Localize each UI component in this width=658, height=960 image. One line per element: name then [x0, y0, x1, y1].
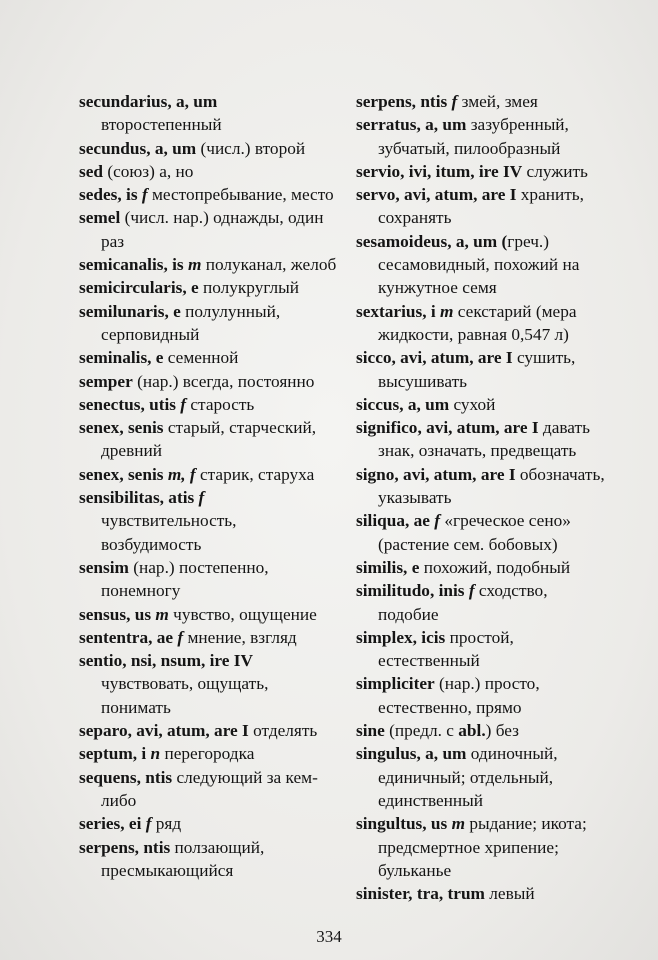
- entry-definition: (числ.) второй: [196, 138, 306, 158]
- dictionary-entry: [79, 346, 341, 369]
- entry-headword: sedes, is: [79, 185, 138, 205]
- entry-headword: secundarius, a, um: [79, 92, 218, 111]
- dictionary-entry: [79, 160, 341, 183]
- entry-definition: ряд: [151, 814, 182, 834]
- entry-definition: (нар.) просто, естественно, прямо: [378, 674, 540, 717]
- entry-definition: старость: [186, 394, 255, 414]
- entry-definition: (нар.) всегда, постоянно: [132, 371, 315, 391]
- dictionary-entry: [356, 882, 608, 905]
- entry-headword: similis, e: [356, 557, 420, 577]
- dictionary-entry: [356, 113, 608, 160]
- entry-headword: serpens, ntis: [79, 837, 171, 857]
- right-column: [356, 90, 608, 905]
- entry-headword: secundus, a, um: [79, 138, 197, 158]
- entry-headword: sensibilitas, atis: [79, 488, 195, 508]
- entry-headword: sesamoideus, a, um (: [356, 231, 508, 251]
- entry-definition: (числ. нар.) однажды, один раз: [101, 208, 324, 251]
- entry-headword: singulus, a, um: [356, 744, 467, 764]
- dictionary-entry: [356, 672, 608, 719]
- entry-headword: servio, ivi, itum, ire IV: [356, 161, 523, 181]
- entry-headword: singultus, us: [356, 814, 448, 834]
- entry-definition: давать знак, означать, предвещать: [378, 418, 590, 461]
- entry-definition: сухой: [449, 394, 496, 414]
- entry-headword: semicircularis, e: [79, 278, 199, 298]
- entry-headword: sententra, ae: [79, 627, 174, 647]
- dictionary-entry: [79, 719, 341, 742]
- entry-headword: sequens, ntis: [79, 767, 173, 787]
- dictionary-entry: [79, 183, 341, 206]
- entry-gender: m: [151, 604, 169, 624]
- dictionary-entry: [79, 416, 341, 463]
- entry-definition: полукруглый: [198, 278, 300, 298]
- dictionary-entry: [79, 370, 341, 393]
- entry-gender: m, f: [163, 464, 196, 484]
- entry-headword: series, ei: [79, 814, 142, 834]
- dictionary-entry: [356, 393, 608, 416]
- entry-definition: следующий за кем-либо: [101, 767, 318, 810]
- dictionary-entry: [356, 812, 608, 882]
- entry-headword: sensus, us: [79, 604, 152, 624]
- entry-definition: чувствительность, возбудимость: [101, 511, 237, 554]
- dictionary-entry: [79, 393, 341, 416]
- dictionary-entry: [356, 556, 608, 579]
- dictionary-entry: [356, 579, 608, 626]
- dictionary-entry: [79, 836, 341, 883]
- entry-definition: простой, естественный: [378, 627, 514, 671]
- entry-headword: semicanalis, is: [79, 255, 184, 275]
- entry-definition: рыдание; икота; предсмертное хрипение; бульканье: [378, 814, 587, 880]
- dictionary-entry: [79, 766, 341, 813]
- dictionary-entry: [79, 742, 341, 765]
- entry-definition: «греческое сено» (растение сем. бобовых): [378, 511, 571, 554]
- entry-gender: f: [464, 581, 475, 601]
- entry-headword: sicco, avi, atum, are I: [356, 348, 513, 368]
- dictionary-entry: [356, 742, 608, 812]
- entry-headword: similitudo, inis: [356, 581, 465, 601]
- dictionary-entry: [79, 463, 341, 486]
- dictionary-entry: [356, 90, 608, 113]
- dictionary-entry: [79, 253, 341, 276]
- dictionary-entry: [356, 463, 608, 510]
- entry-definition: (предл. с abl.) без: [384, 721, 520, 741]
- entry-gender: f: [429, 511, 441, 531]
- dictionary-entry: [356, 160, 608, 183]
- entry-headword: senex, senis: [79, 464, 164, 484]
- left-column: [79, 90, 341, 882]
- entry-headword: sinister, tra, trum: [356, 884, 485, 904]
- entry-definition: (союз) а, но: [103, 161, 194, 181]
- dictionary-entry: [79, 137, 341, 160]
- dictionary-entry: [356, 416, 608, 463]
- entry-definition: чувство, ощущение: [168, 604, 317, 624]
- entry-headword: separo, avi, atum, are I: [79, 721, 249, 741]
- dictionary-entry: [356, 346, 608, 393]
- entry-definition: похожий, подобный: [419, 557, 571, 577]
- entry-gender: m: [435, 301, 454, 321]
- entry-gender: m: [447, 814, 466, 834]
- entry-definition: сходство, подобие: [378, 581, 548, 624]
- dictionary-entry: [356, 719, 608, 742]
- entry-headword: semilunaris, e: [79, 301, 181, 321]
- entry-definition: сушить, высушивать: [378, 348, 576, 391]
- entry-gender: f: [175, 394, 187, 414]
- page-number: 334: [316, 927, 342, 946]
- entry-headword: siliqua, ae: [356, 511, 430, 531]
- dictionary-entry: [79, 206, 341, 253]
- entry-headword: servo, avi, atum, are I: [356, 185, 517, 205]
- entry-gender: f: [447, 92, 458, 111]
- entry-headword: siccus, a, um: [356, 394, 450, 414]
- entry-gender: f: [194, 488, 205, 508]
- entry-headword: senectus, utis: [79, 394, 176, 414]
- dictionary-entry: [356, 230, 608, 300]
- entry-gender: m: [183, 255, 202, 275]
- entry-headword: sextarius, i: [356, 301, 436, 321]
- entry-definition: обозначать, указывать: [378, 464, 605, 508]
- entry-definition: хранить, сохранять: [378, 185, 584, 228]
- entry-definition: полуканал, желоб: [201, 255, 337, 275]
- entry-headword: significo, avi, atum, are I: [356, 418, 539, 438]
- dictionary-entry: [79, 486, 341, 556]
- entry-headword: senex, senis: [79, 418, 164, 438]
- entry-headword: sed: [79, 161, 104, 181]
- entry-definition: левый: [484, 884, 535, 904]
- dictionary-entry: [79, 276, 341, 299]
- entry-definition: секстарий (мера жидкости, равная 0,547 л): [378, 301, 577, 344]
- entry-definition: зазубренный, зубчатый, пилообразный: [378, 115, 569, 158]
- entry-definition: местопребывание, место: [147, 185, 334, 205]
- entry-headword: semper: [79, 371, 133, 391]
- entry-gender: n: [146, 744, 161, 764]
- entry-headword: serpens, ntis: [356, 92, 448, 111]
- dictionary-entry: [356, 626, 608, 673]
- entry-definition: второстепенный: [101, 115, 222, 135]
- entry-headword: serratus, a, um: [356, 115, 467, 135]
- dictionary-entry: [79, 90, 341, 137]
- entry-headword: sensim: [79, 557, 129, 577]
- dictionary-entry: [79, 300, 341, 347]
- dictionary-entry: [79, 812, 341, 835]
- entry-headword: sine: [356, 721, 385, 741]
- entry-headword: semel: [79, 208, 121, 228]
- dictionary-entry: [356, 509, 608, 556]
- dictionary-entry: [79, 626, 341, 649]
- dictionary-entry: [79, 603, 341, 626]
- entry-gender: f: [173, 627, 184, 647]
- entry-definition: мнение, взгляд: [183, 627, 297, 647]
- entry-definition: старик, старуха: [195, 464, 315, 484]
- entry-headword: simplex, icis: [356, 627, 446, 647]
- entry-headword: sentio, nsi, nsum, ire IV: [79, 651, 253, 671]
- entry-definition: одиночный, единичный; отдельный, единственный: [378, 744, 558, 810]
- entry-definition: перегородка: [160, 744, 255, 764]
- entry-definition: семенной: [163, 348, 239, 368]
- entry-definition: отделять: [248, 721, 318, 741]
- entry-definition: старый, старческий, древний: [101, 418, 317, 461]
- dictionary-entry: [79, 556, 341, 603]
- entry-definition: полулунный, серповидный: [101, 301, 281, 344]
- entry-gender: f: [141, 814, 152, 834]
- entry-definition: чувствовать, ощущать, понимать: [101, 674, 269, 717]
- entry-headword: seminalis, e: [79, 348, 164, 368]
- dictionary-entry: [79, 649, 341, 719]
- dictionary-entry: [356, 300, 608, 347]
- entry-headword: signo, avi, atum, are I: [356, 464, 516, 484]
- entry-definition: змей, змея: [457, 92, 538, 111]
- entry-gender: f: [137, 185, 148, 205]
- dictionary-entry: [356, 183, 608, 230]
- entry-definition: (нар.) постепенно, понемногу: [101, 557, 269, 601]
- entry-headword: septum, i: [79, 744, 147, 764]
- entry-headword: simpliciter: [356, 674, 435, 694]
- entry-definition: служить: [522, 161, 588, 181]
- entry-definition: ползающий, пресмыкающийся: [101, 837, 265, 880]
- entry-definition: греч.) сесамовидный, похожий на кунжутное семя: [378, 231, 580, 298]
